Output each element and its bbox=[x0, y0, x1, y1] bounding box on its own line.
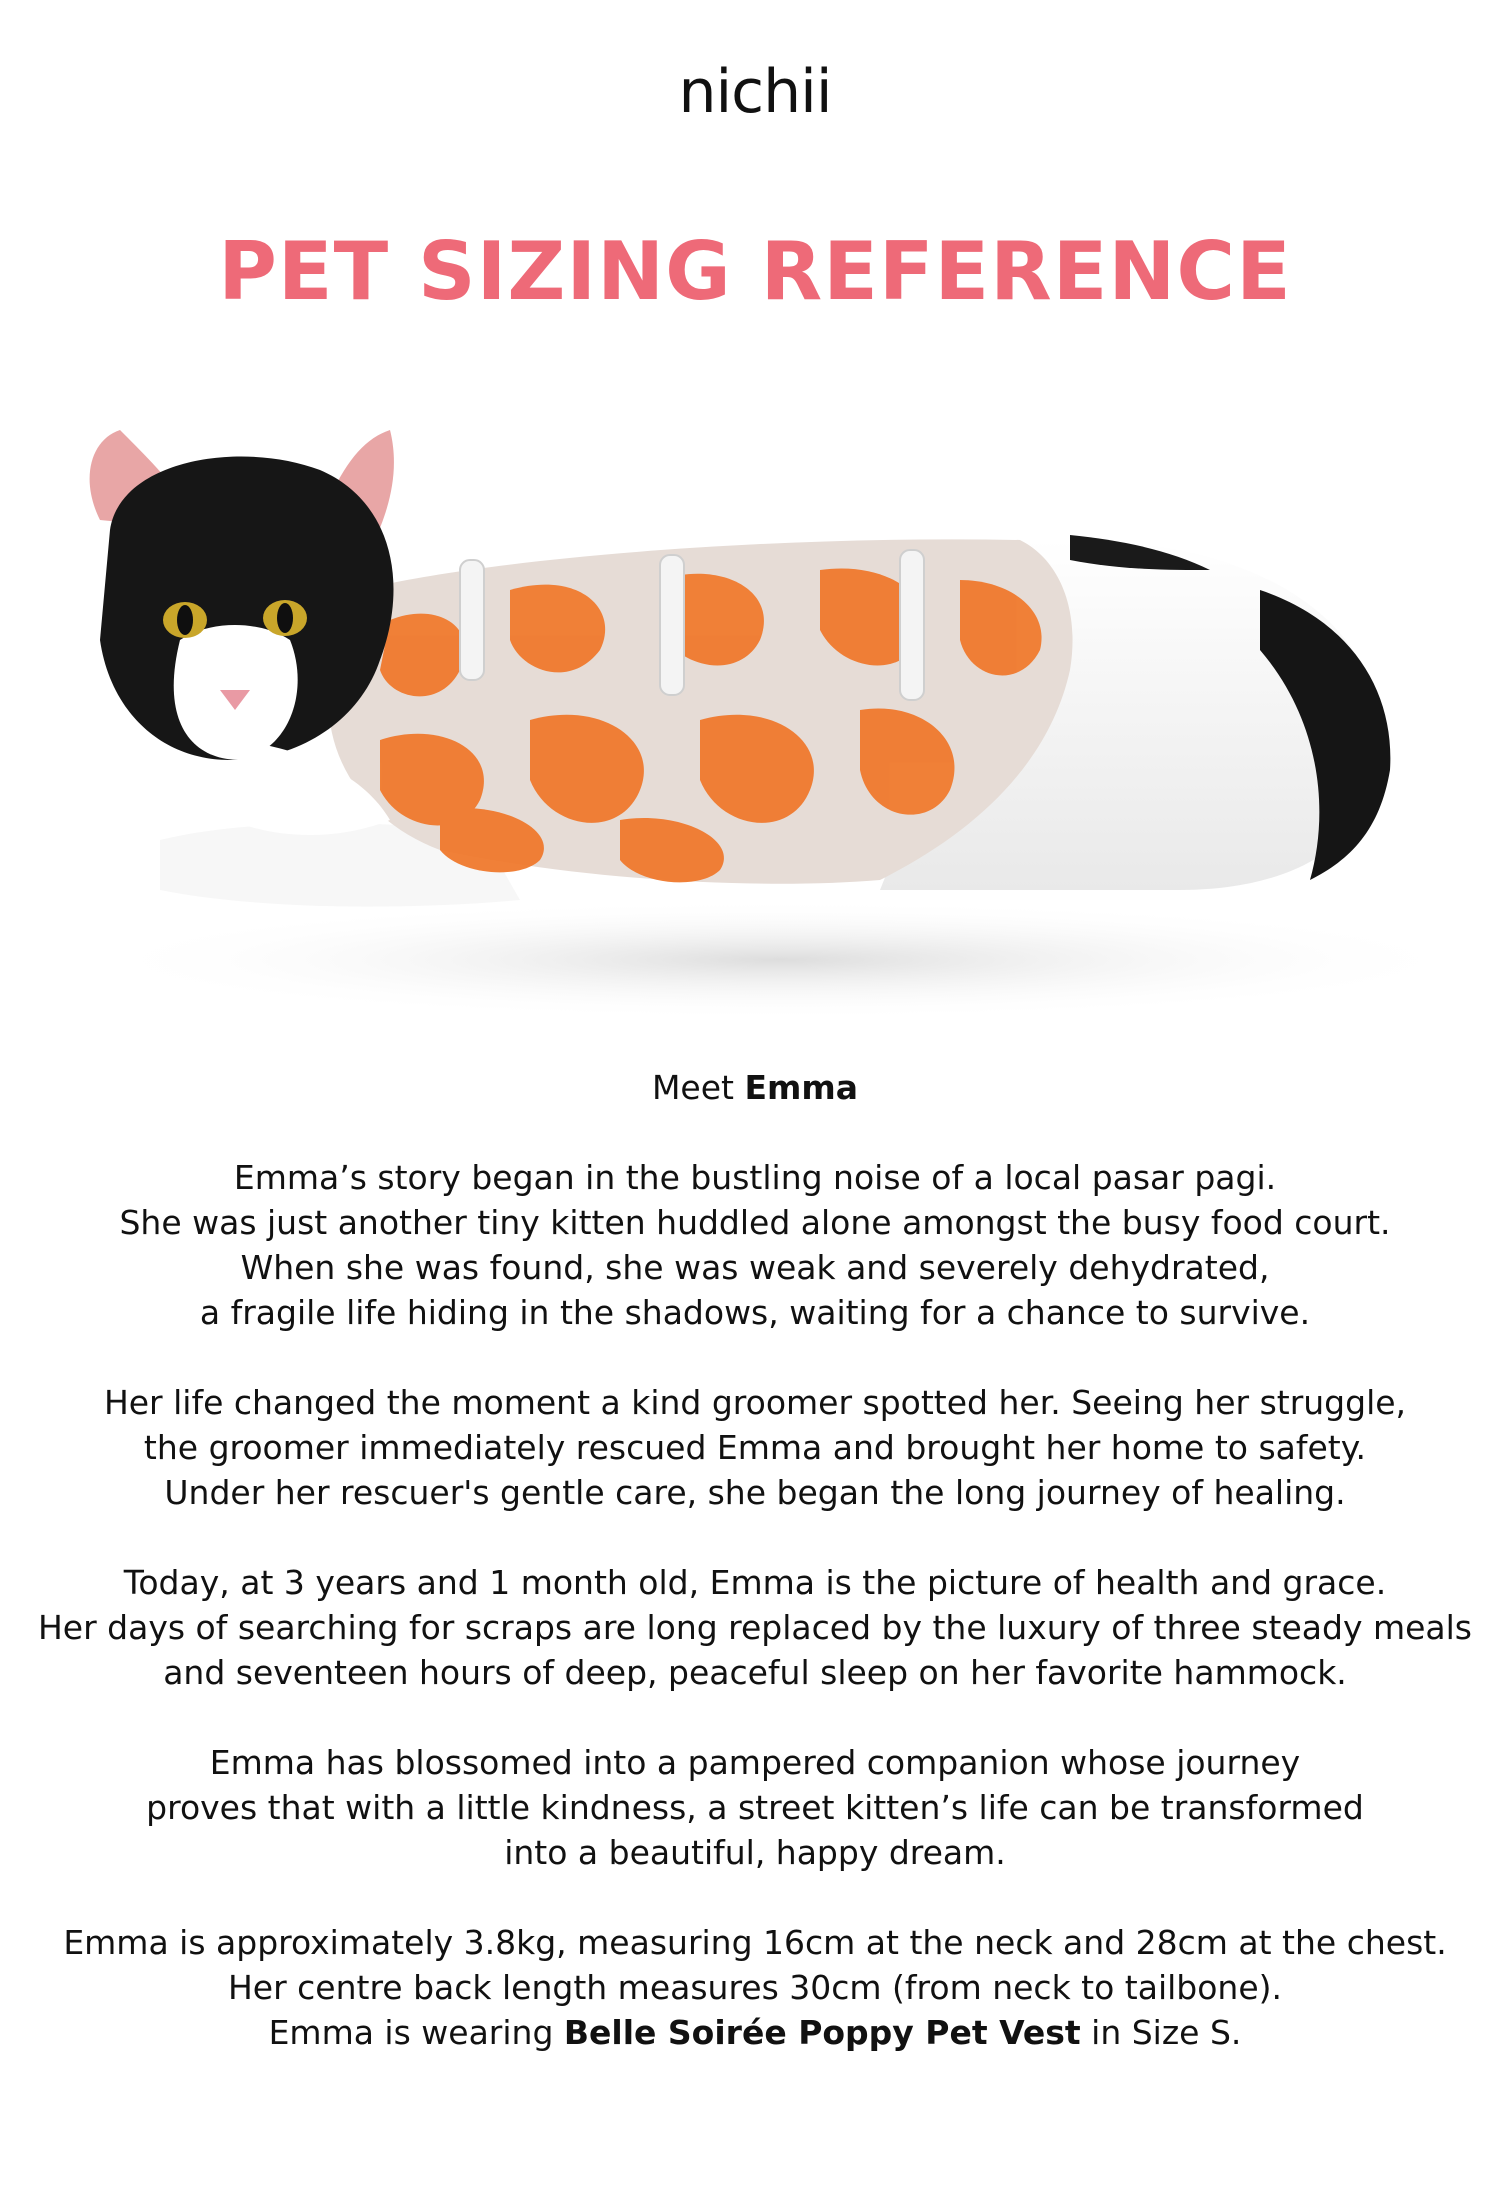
story-line: proves that with a little kindness, a street kitten’s life can be transformed bbox=[146, 1788, 1364, 1827]
measurement-line: Her centre back length measures 30cm (from neck to tailbone). bbox=[227, 1968, 1283, 2007]
intro-line bbox=[0, 1065, 1510, 1110]
product-name: Belle Soirée Poppy Pet Vest bbox=[563, 2013, 1081, 2052]
story-line: and seventeen hours of deep, peaceful sleep on her favorite hammock. bbox=[163, 1653, 1347, 1692]
product-line bbox=[0, 2010, 1510, 2055]
cat-illustration bbox=[60, 420, 1480, 1020]
story-line: the groomer immediately rescued Emma and brought her home to safety. bbox=[143, 1428, 1367, 1467]
story-line: When she was found, she was weak and severely dehydrated, bbox=[240, 1248, 1270, 1287]
cat-photo bbox=[60, 420, 1480, 1020]
page-title: PET SIZING REFERENCE bbox=[218, 225, 1292, 318]
story-paragraph-3 bbox=[0, 1560, 1510, 1695]
intro-prefix: Meet bbox=[651, 1068, 745, 1107]
story-paragraph-1 bbox=[0, 1155, 1510, 1335]
story-line: Her days of searching for scraps are long replaced by the luxury of three steady meals bbox=[37, 1608, 1473, 1647]
brand-logo: nichii bbox=[678, 57, 832, 127]
story-line: into a beautiful, happy dream. bbox=[504, 1833, 1006, 1872]
story-line: Her life changed the moment a kind groomer spotted her. Seeing her struggle, bbox=[103, 1383, 1407, 1422]
story-line: Under her rescuer's gentle care, she began the long journey of healing. bbox=[164, 1473, 1346, 1512]
product-suffix: in Size S. bbox=[1080, 2013, 1242, 2052]
measurements-paragraph bbox=[0, 1920, 1510, 2055]
story-text bbox=[0, 1065, 1510, 2100]
measurement-line: Emma is approximately 3.8kg, measuring 16cm at the neck and 28cm at the chest. bbox=[63, 1923, 1447, 1962]
story-line: Emma’s story began in the bustling noise of a local pasar pagi. bbox=[233, 1158, 1277, 1197]
story-line: Emma has blossomed into a pampered companion whose journey bbox=[209, 1743, 1301, 1782]
story-line: Today, at 3 years and 1 month old, Emma is the picture of health and grace. bbox=[123, 1563, 1387, 1602]
story-paragraph-4 bbox=[0, 1740, 1510, 1875]
story-paragraph-2 bbox=[0, 1380, 1510, 1515]
story-line: She was just another tiny kitten huddled alone amongst the busy food court. bbox=[119, 1203, 1391, 1242]
story-line: a fragile life hiding in the shadows, waiting for a chance to survive. bbox=[199, 1293, 1311, 1332]
product-prefix: Emma is wearing bbox=[268, 2013, 564, 2052]
pet-name: Emma bbox=[744, 1068, 859, 1107]
